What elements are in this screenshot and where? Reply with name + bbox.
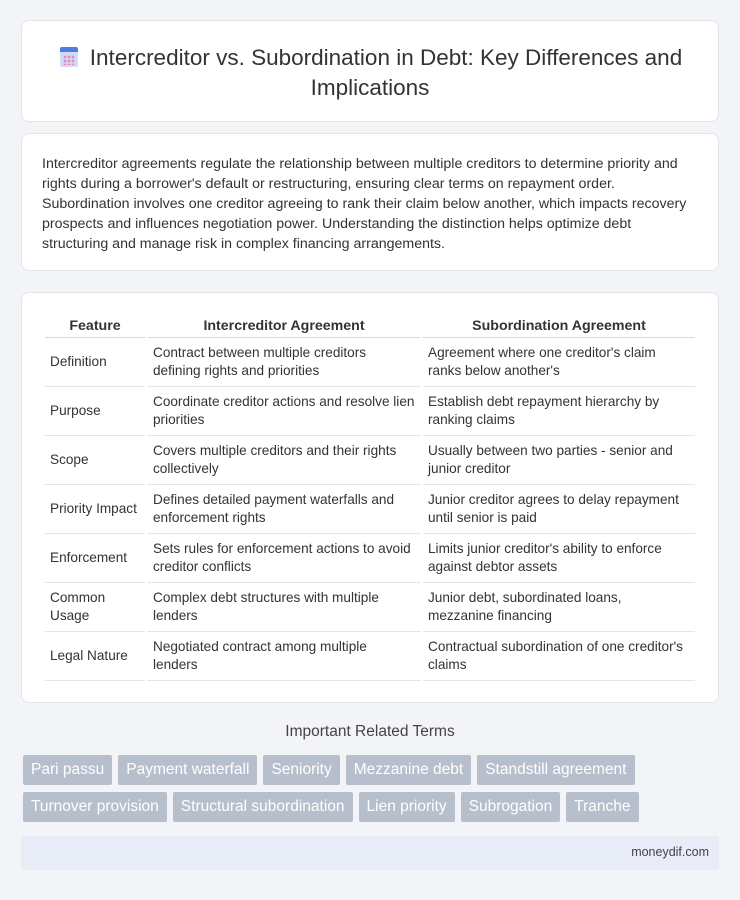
comparison-table xyxy=(42,315,698,681)
intercreditor-cell: Defines detailed payment waterfalls and enforcement rights xyxy=(148,485,420,534)
intercreditor-cell: Complex debt structures with multiple lenders xyxy=(148,583,420,632)
subordination-cell: Junior debt, subordinated loans, mezzanine financing xyxy=(423,583,695,632)
tag-lien-priority[interactable]: Lien priority xyxy=(359,792,455,822)
subordination-cell: Limits junior creditor's ability to enforce against debtor assets xyxy=(423,534,695,583)
table-row xyxy=(45,485,695,534)
tag-subrogation[interactable]: Subrogation xyxy=(461,792,561,822)
tag-payment-waterfall[interactable]: Payment waterfall xyxy=(118,755,257,785)
intercreditor-cell: Contract between multiple creditors defining rights and priorities xyxy=(148,338,420,387)
comparison-card xyxy=(21,292,719,703)
intro-card xyxy=(21,133,719,271)
feature-cell: Definition xyxy=(45,338,145,387)
title-card xyxy=(21,20,719,122)
tag-structural-subordination[interactable]: Structural subordination xyxy=(173,792,353,822)
subordination-cell: Junior creditor agrees to delay repayment until senior is paid xyxy=(423,485,695,534)
table-row xyxy=(45,436,695,485)
table-header-row xyxy=(45,315,695,338)
tag-mezzanine-debt[interactable]: Mezzanine debt xyxy=(346,755,471,785)
related-terms-list xyxy=(23,755,723,829)
page-title-text: Intercreditor vs. Subordination in Debt: Key Differences and Implications xyxy=(89,45,683,100)
calendar-icon xyxy=(58,46,80,68)
tag-row xyxy=(23,792,723,822)
feature-cell: Enforcement xyxy=(45,534,145,583)
related-terms-title: Important Related Terms xyxy=(285,723,455,740)
feature-cell: Scope xyxy=(45,436,145,485)
subordination-cell: Agreement where one creditor's claim ranks below another's xyxy=(423,338,695,387)
tag-pari-passu[interactable]: Pari passu xyxy=(23,755,112,785)
feature-cell: Priority Impact xyxy=(45,485,145,534)
table-row xyxy=(45,632,695,681)
subordination-cell: Usually between two parties - senior and junior creditor xyxy=(423,436,695,485)
intro-paragraph: Intercreditor agreements regulate the relationship between multiple creditors to determine priority and rights during a borrower's default or restructuring, ensuring clear terms on repayment order. Subordination involves one creditor agreeing to rank their claim below another, which impacts recovery prospects and influences negotiation power. Understanding the distinction helps optimize debt structuring and manage risk in complex financing arrangements. xyxy=(42,156,687,252)
feature-cell: Purpose xyxy=(45,387,145,436)
header-intercreditor: Intercreditor Agreement xyxy=(148,315,420,338)
subordination-cell: Contractual subordination of one creditor's claims xyxy=(423,632,695,681)
intercreditor-cell: Sets rules for enforcement actions to avoid creditor conflicts xyxy=(148,534,420,583)
tag-standstill-agreement[interactable]: Standstill agreement xyxy=(477,755,634,785)
intercreditor-cell: Covers multiple creditors and their rights collectively xyxy=(148,436,420,485)
footer-site-link[interactable]: moneydif.com xyxy=(631,845,709,859)
header-subordination: Subordination Agreement xyxy=(423,315,695,338)
feature-cell: Common Usage xyxy=(45,583,145,632)
intercreditor-cell: Coordinate creditor actions and resolve lien priorities xyxy=(148,387,420,436)
table-row xyxy=(45,338,695,387)
feature-cell: Legal Nature xyxy=(45,632,145,681)
table-row xyxy=(45,583,695,632)
subordination-cell: Establish debt repayment hierarchy by ranking claims xyxy=(423,387,695,436)
page-title xyxy=(22,43,718,103)
tag-seniority[interactable]: Seniority xyxy=(263,755,339,785)
tag-tranche[interactable]: Tranche xyxy=(566,792,638,822)
footer xyxy=(21,836,719,870)
tag-turnover-provision[interactable]: Turnover provision xyxy=(23,792,167,822)
header-feature: Feature xyxy=(45,315,145,338)
table-row xyxy=(45,534,695,583)
tag-row xyxy=(23,755,723,785)
intercreditor-cell: Negotiated contract among multiple lenders xyxy=(148,632,420,681)
table-row xyxy=(45,387,695,436)
